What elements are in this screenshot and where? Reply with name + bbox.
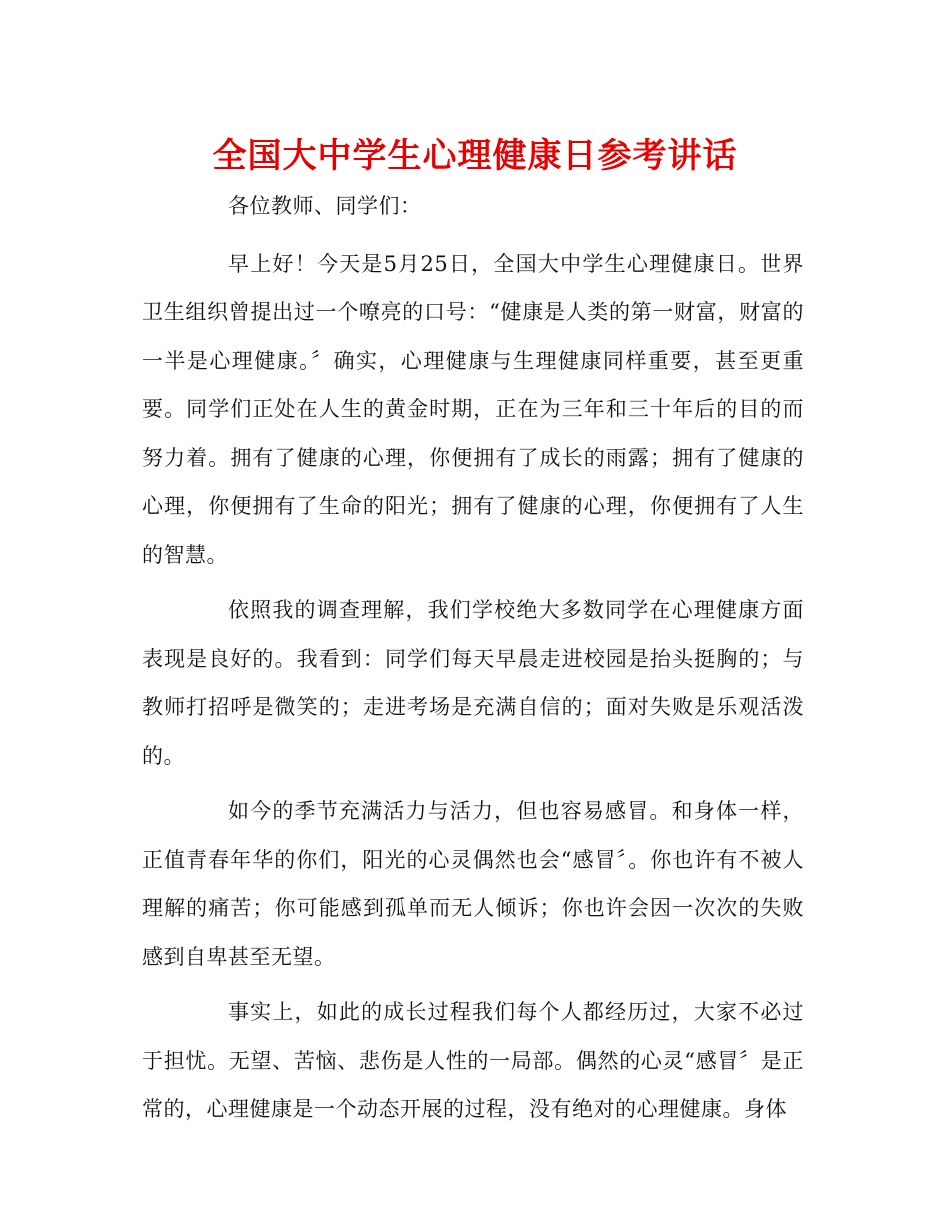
page-title: 全国大中学生心理健康日参考讲话 — [212, 136, 738, 176]
paragraph-1: 早上好！今天是5月25日，全国大中学生心理健康日。世界卫生组织曾提出过一个嘹亮的口号：“健康是人类的第一财富，财富的一半是心理健康。〞确实，心理健康与生理健康同样重要，甚至更重要。同学们正处在人生的黄金时期，正在为三年和三十年后的目的而努力着。拥有了健康的心理，你便拥有了成长的雨露；拥有了健康的心理，你便拥有了生命的阳光；拥有了健康的心理，你便拥有了人生的智慧。 — [142, 251, 804, 567]
document-body — [142, 182, 804, 1141]
greeting: 各位教师、同学们： — [228, 194, 422, 218]
paragraph-4: 事实上，如此的成长过程我们每个人都经历过，大家不必过于担忧。无望、苦恼、悲伤是人性的一局部。偶然的心灵“感冒〞是正常的，心理健康是一个动态开展的过程，没有绝对的心理健康。身体 — [142, 1000, 804, 1121]
paragraph-2: 依照我的调查理解，我们学校绝大多数同学在心理健康方面表现是良好的。我看到：同学们每天早晨走进校园是抬头挺胸的；与教师打招呼是微笑的；走进考场是充满自信的；面对失败是乐观活泼的。 — [142, 598, 804, 768]
paragraph-3: 如今的季节充满活力与活力，但也容易感冒。和身体一样，正值青春年华的你们，阳光的心灵偶然也会“感冒〞。你也许有不被人理解的痛苦；你可能感到孤单而无人倾诉；你也许会因一次次的失败感到自卑甚至无望。 — [142, 799, 804, 969]
